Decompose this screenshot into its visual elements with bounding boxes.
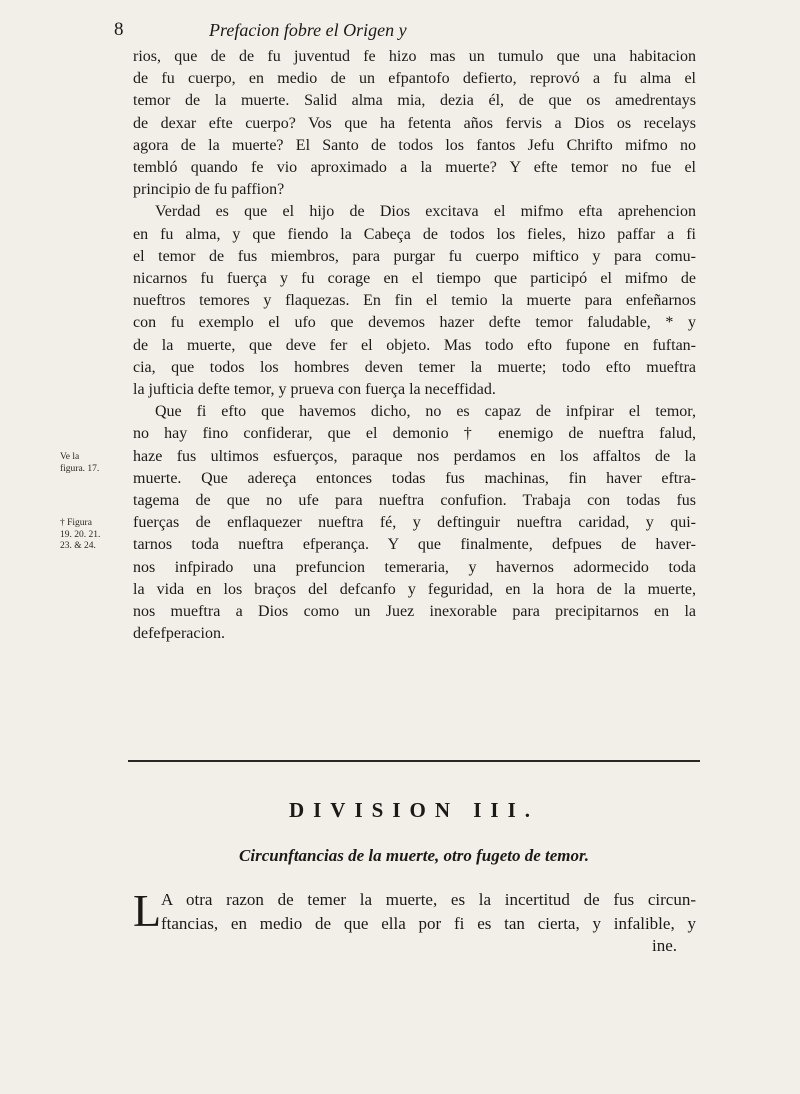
- margin-note-2: [60, 518, 100, 553]
- body-text: [133, 46, 696, 645]
- margin-note-line: figura. 17.: [60, 463, 100, 474]
- margin-note-line: Ve la: [60, 452, 80, 462]
- text-line: no hay fino confiderar, que el demonio † enemigo de nueftra falud,: [133, 425, 696, 443]
- text-line: de dexar efte cuerpo? Vos que ha fetenta años fervis a Dios os recelays: [133, 114, 696, 132]
- text-line: nueftros temores y flaquezas. En fin el temio la muerte para enfeñarnos: [133, 292, 696, 310]
- text-line: temor de la muerte. Salid alma mia, dezia él, de que os amedrentays: [133, 92, 696, 110]
- margin-note-line: 19. 20. 21.: [60, 529, 101, 540]
- text-line: agora de la muerte? El Santo de todos los fantos Jefu Chrifto mifmo no: [133, 136, 696, 154]
- text-line: de fu cuerpo, en medio de un efpantofo defierto, reprovó a fu alma el: [133, 70, 696, 88]
- text-line: la vida en los braços del defcanfo y feguridad, en la hora de la muerte,: [133, 580, 696, 598]
- text-line: defefperacion.: [133, 625, 225, 643]
- margin-note-line: 23. & 24.: [60, 541, 96, 551]
- text-line: muerte. Que adereça entonces todas fus machinas, fin haver eftra-: [133, 469, 696, 487]
- text-line: con fu exemplo el ufo que devemos hazer defte temor faludable, * y: [133, 314, 696, 332]
- text-line: haze fus ultimos esfuerços, paraque nos perdamos en los affaltos de la: [133, 447, 696, 465]
- section-subtitle: Circunftancias de la muerte, otro fugeto de temor.: [239, 846, 589, 865]
- running-head: [114, 18, 694, 42]
- text-line: rios, que de de fu juventud fe hizo mas un tumulo que una habitacion: [133, 48, 696, 65]
- text-line: nos mueftra a Dios como un Juez inexorable para precipitarnos en la: [133, 603, 696, 621]
- text-line: nicarnos fu fuerça y fu corage en el tiempo que participó el mifmo de: [133, 270, 696, 288]
- text-line: nos infpirado una prefuncion temeraria, y havernos adormecido toda: [133, 558, 696, 576]
- page-number: 8: [114, 19, 124, 40]
- text-line: cia, que todos los hombres deven temer la muerte; todo efto mueftra: [133, 358, 696, 376]
- drop-cap: L: [133, 885, 162, 936]
- paragraph-2: [133, 201, 696, 401]
- text-line: en fu alma, y que fiendo la Cabeça de todos los fieles, hizo paffar a fi: [133, 225, 696, 243]
- text-line: A otra razon de temer la muerte, es la incertitud de fus circun-: [161, 890, 696, 909]
- section-heading: DIVISION III.: [288, 798, 540, 822]
- catchword: ine.: [652, 936, 678, 955]
- section-divider-rule: [128, 760, 700, 762]
- text-line: fuerças de enflaquezer nueftra fé, y deftinguir nueftra caridad, y qui-: [133, 514, 696, 532]
- paragraph-3: [133, 401, 696, 645]
- text-line: tagema de que no ufe para nueftra confufion. Trabaja con todas fus: [133, 492, 696, 510]
- running-title: Prefacion fobre el Origen y: [209, 20, 407, 40]
- text-line: tembló quando fe vio aproximado a la muerte? Y efte temor no fue el: [133, 159, 696, 177]
- text-line: la jufticia defte temor, y prueva con fuerça la neceffidad.: [133, 381, 496, 399]
- section-body: [133, 885, 696, 936]
- text-line: Que fi efto que havemos dicho, no es capaz de infpirar el temor,: [155, 403, 696, 421]
- text-line: tarnos toda nueftra efperança. Y que finalmente, defpues de haver-: [133, 536, 696, 554]
- text-line: de la muerte, que deve fer el objeto. Mas todo efto fupone en fuftan-: [133, 336, 696, 354]
- margin-note-line: † Figura: [60, 518, 92, 528]
- text-line: Verdad es que el hijo de Dios excitava el mifmo efta aprehencion: [155, 203, 696, 221]
- text-line: el temor de fus miembros, para purgar fu cuerpo miftico y para comu-: [133, 247, 696, 265]
- text-line: ftancias, en medio de que ella por fi es tan cierta, y infalible, y: [161, 914, 696, 933]
- text-line: principio de fu paffion?: [133, 181, 285, 199]
- margin-note-1: [60, 452, 99, 475]
- paragraph-1: [133, 46, 696, 201]
